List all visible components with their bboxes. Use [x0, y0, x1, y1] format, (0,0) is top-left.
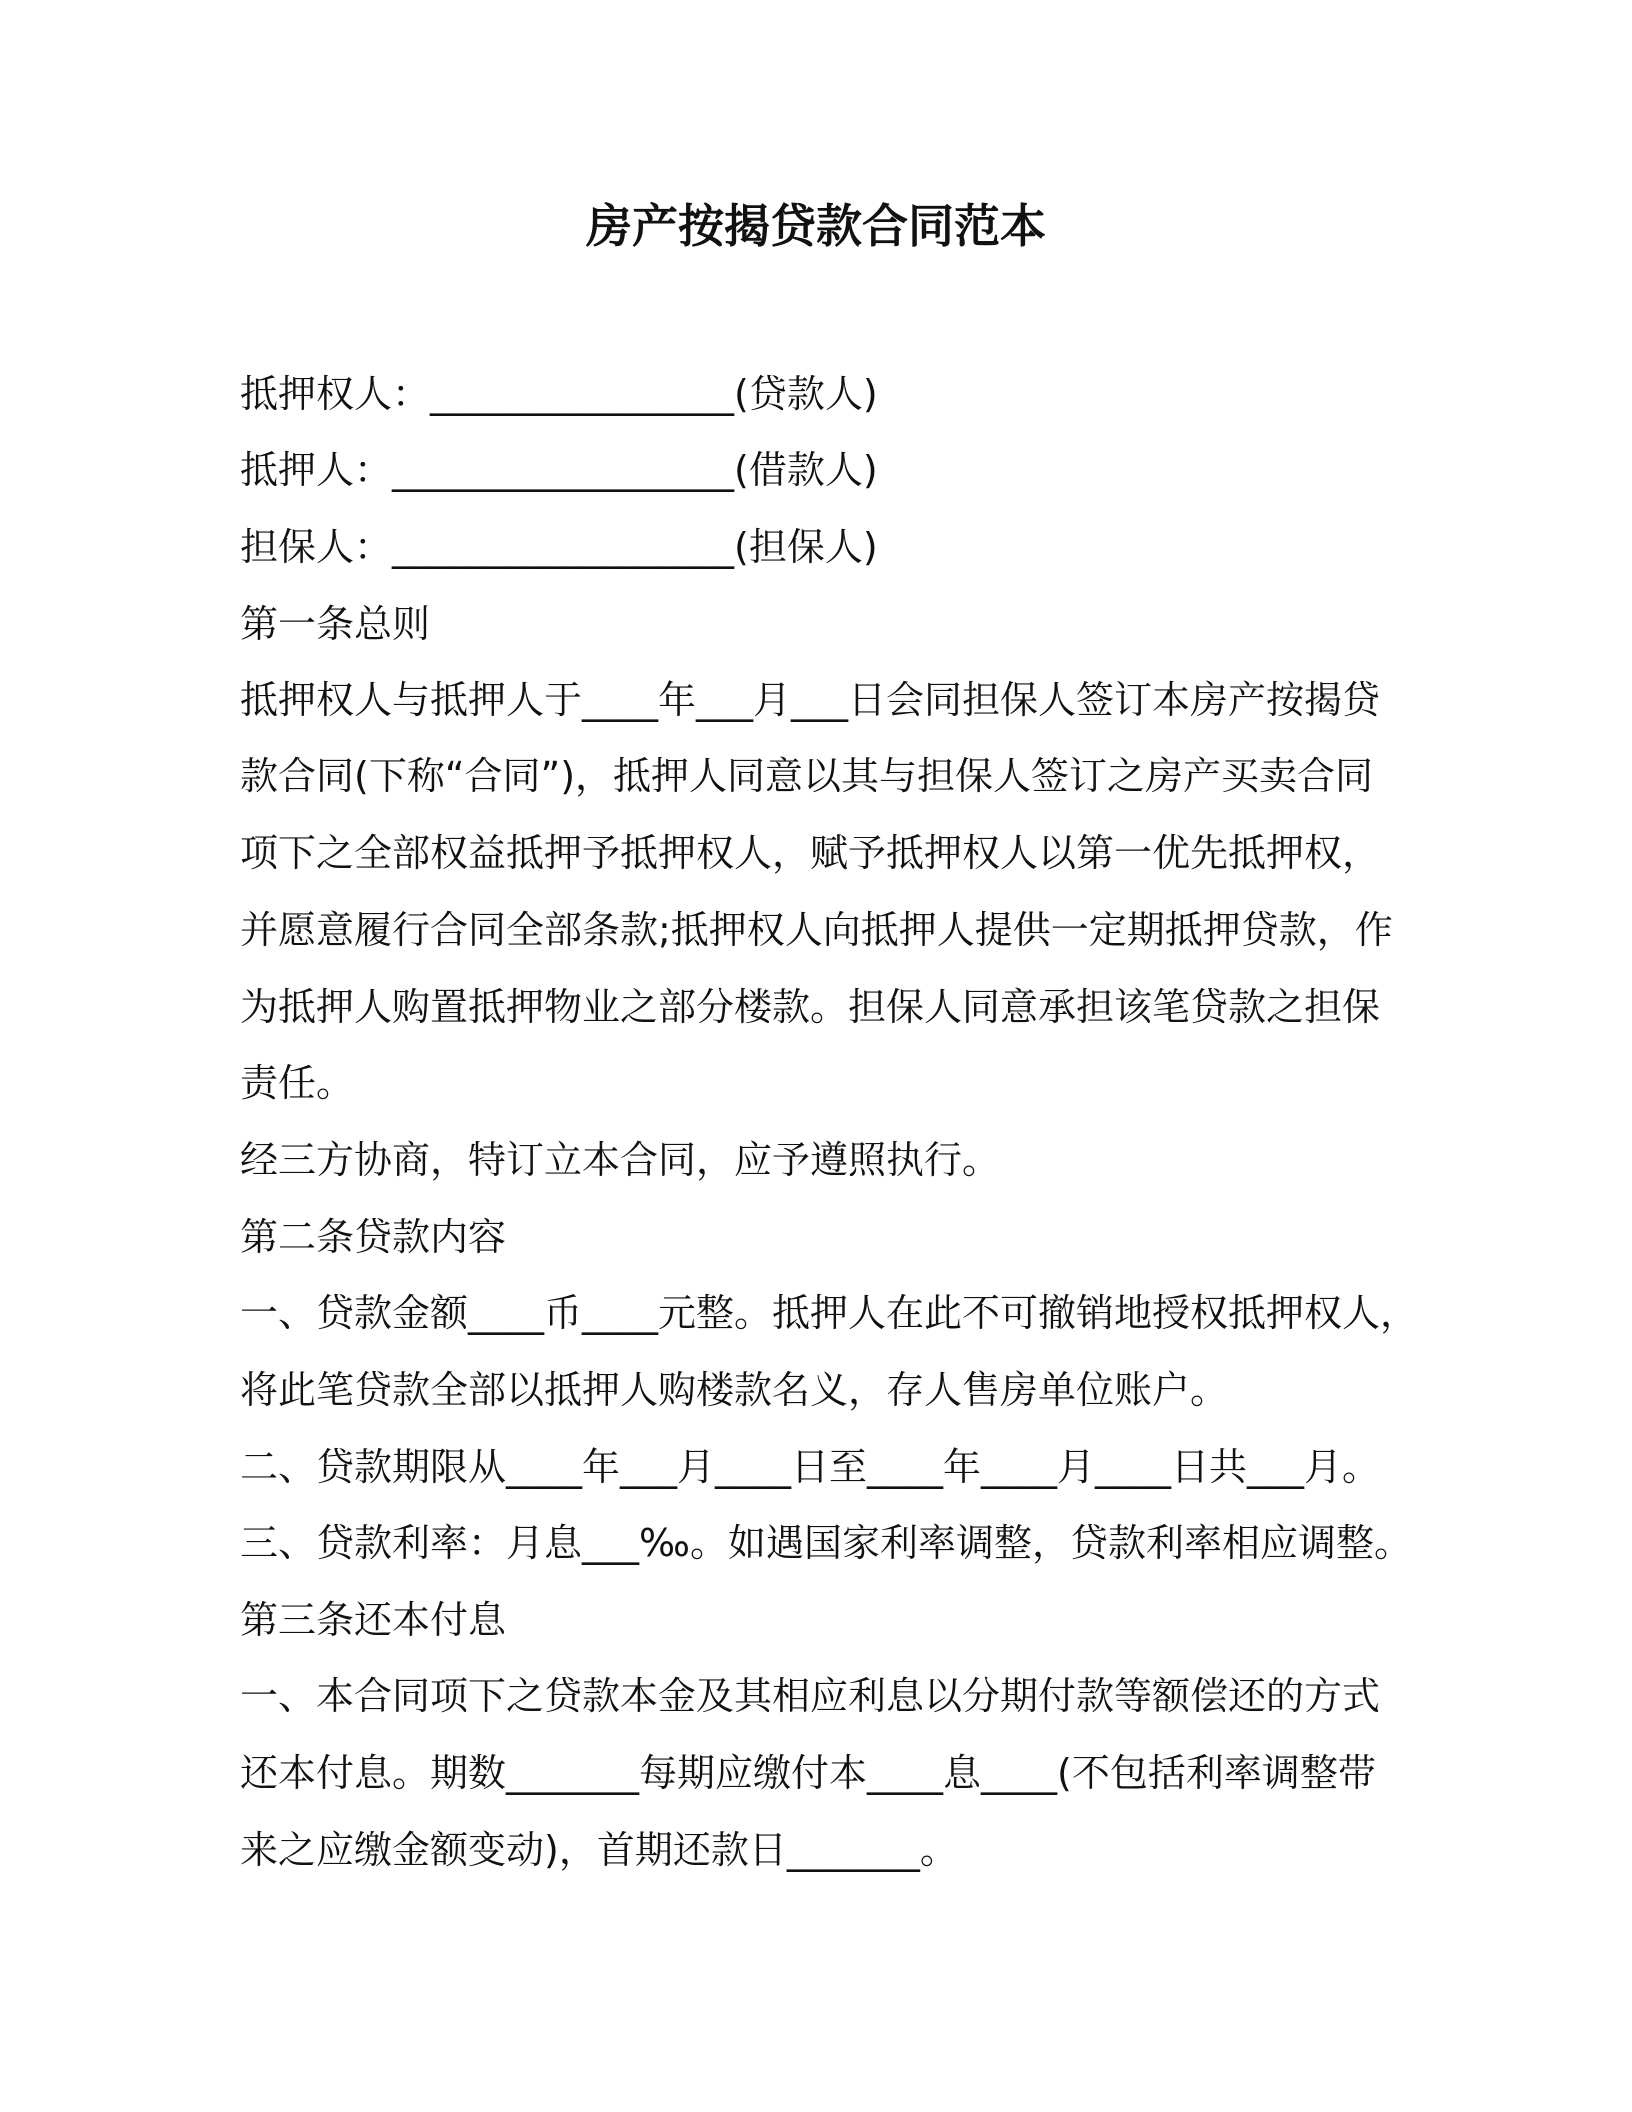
paragraph-line: 一、本合同项下之贷款本金及其相应利息以分期付款等额偿还的方式	[240, 1674, 1381, 1718]
paragraph-line: 二、贷款期限从____年___月____日至____年____月____日共___月。	[240, 1445, 1381, 1489]
paragraph-line: 项下之全部权益抵押予抵押权人，赋予抵押权人以第一优先抵押权，	[240, 831, 1381, 875]
paragraph-line: 将此笔贷款全部以抵押人购楼款名义，存人售房单位账户。	[240, 1368, 1229, 1412]
paragraph-line: 一、贷款金额____币____元整。抵押人在此不可撤销地授权抵押权人，	[240, 1291, 1419, 1335]
paragraph-line: 抵押权人与抵押人于____年___月___日会同担保人签订本房产按揭贷	[240, 678, 1381, 722]
paragraph-line: 为抵押人购置抵押物业之部分楼款。担保人同意承担该笔贷款之担保	[240, 985, 1381, 1029]
mortgagor-line: 抵押人：__________________(借款人)	[240, 448, 878, 492]
article-2-heading: 第二条贷款内容	[240, 1215, 507, 1259]
guarantor-line: 担保人：__________________(担保人)	[240, 525, 878, 569]
mortgagee-line: 抵押权人：________________(贷款人)	[240, 372, 878, 416]
paragraph-line: 经三方协商，特订立本合同，应予遵照执行。	[240, 1138, 1001, 1182]
document-title: 房产按揭贷款合同范本	[586, 199, 1046, 253]
paragraph-line: 并愿意履行合同全部条款;抵押权人向抵押人提供一定期抵押贷款，作	[240, 908, 1393, 952]
paragraph-line: 款合同(下称“合同”)，抵押人同意以其与担保人签订之房产买卖合同	[240, 754, 1374, 798]
paragraph-line: 来之应缴金额变动)，首期还款日_______。	[240, 1828, 958, 1872]
article-1-heading: 第一条总则	[240, 602, 431, 646]
paragraph-line: 三、贷款利率：月息___‰。如遇国家利率调整，贷款利率相应调整。	[240, 1521, 1412, 1565]
paragraph-line: 责任。	[240, 1061, 355, 1105]
paragraph-line: 还本付息。期数_______每期应缴付本____息____(不包括利率调整带	[240, 1751, 1376, 1795]
article-3-heading: 第三条还本付息	[240, 1598, 507, 1642]
